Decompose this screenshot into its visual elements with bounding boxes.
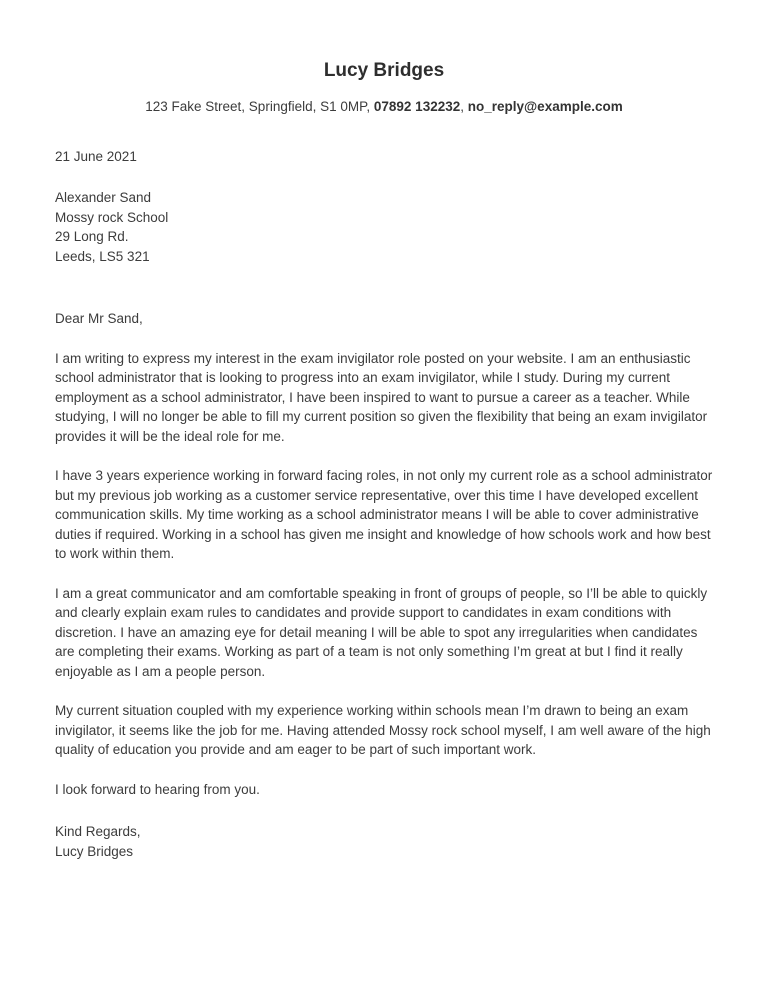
recipient-city: Leeds, LS5 321: [55, 248, 150, 264]
contact-phone: 07892 132232: [373, 99, 461, 114]
closing-line: I look forward to hearing from you.: [55, 781, 260, 797]
signoff-block: [55, 822, 713, 861]
contact-separator: ,: [460, 99, 468, 114]
salutation: Dear Mr Sand,: [55, 311, 143, 326]
body-paragraph: I am writing to express my interest in the exam invigilator role posted on your website. I am an enthusiastic school administrator that is looking to progress into an exam invigilator, while I study. During my current employment as a school administrator, I have been inspired to want to pursue a career as a teacher. While studying, I will no longer be able to fill my current position so given the flexibility that being an exam invigilator provides it will be the ideal role for me.: [55, 350, 708, 444]
recipient-name: Alexander Sand: [55, 190, 152, 205]
recipient-block: [55, 188, 713, 266]
letter-header: [55, 60, 713, 117]
contact-line: [55, 97, 713, 117]
sender-name: Lucy Bridges: [323, 60, 445, 81]
contact-address: 123 Fake Street, Springfield, S1 0MP,: [145, 99, 374, 114]
contact-email: no_reply@example.com: [467, 99, 623, 114]
body-paragraph: I am a great communicator and am comfortable speaking in front of groups of people, so I’ll be able to quickly and clearly explain exam rules to candidates and provide support to candidates in exam conditions with discretion. I have an amazing eye for detail meaning I will be able to spot any irregularities when candidates are completing their exams. Working as part of a team is not only something I’m great at but I find it really enjoyable as I am a people person.: [55, 585, 708, 679]
body-paragraph: My current situation coupled with my experience working within schools mean I’m drawn to being an exam invigilator, it seems like the job for me. Having attended Mossy rock school myself, I am well aware of the high quality of education you provide and am eager to be part of such important work.: [55, 703, 711, 757]
body-paragraph: I have 3 years experience working in forward facing roles, in not only my current role as a school administrator but my previous job working as a customer service representative, over this time I have developed excellent communication skills. My time working as a school administrator means I will be able to cover administrative duties if required. Working in a school has given me insight and knowledge of how schools work and how best to work within them.: [55, 468, 713, 561]
signature: Lucy Bridges: [55, 843, 134, 859]
recipient-organization: Mossy rock School: [55, 209, 169, 225]
recipient-street: 29 Long Rd.: [55, 229, 129, 244]
sign-off: Kind Regards,: [55, 824, 141, 839]
letter-date: 21 June 2021: [55, 148, 137, 164]
